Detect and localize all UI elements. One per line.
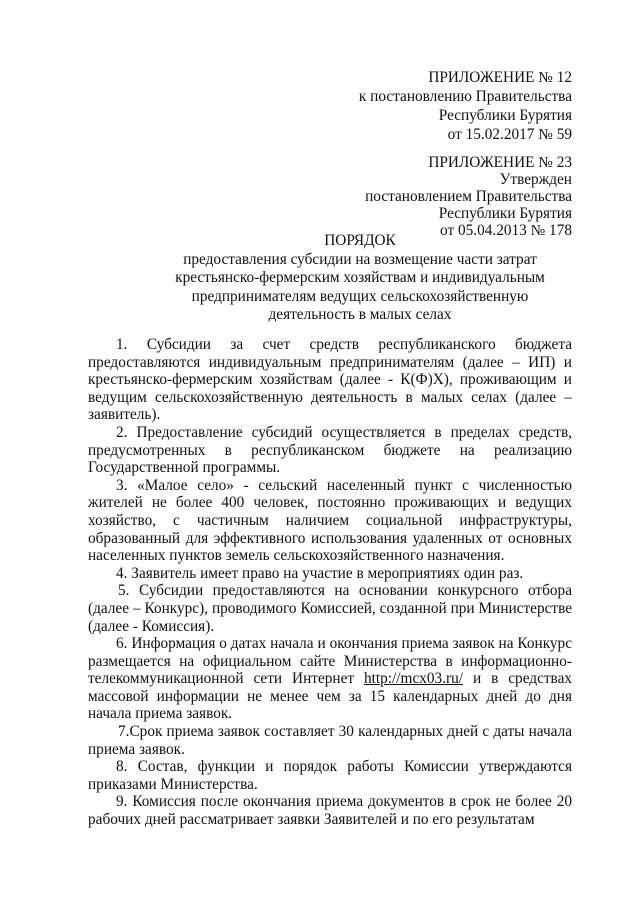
- paragraph-5: 5. Субсидии предоставляются на основании конкурсного отбора (далее – Конкурс), проводимого Комиссией, созданной при Министерстве (далее - Комиссия).: [88, 582, 572, 635]
- appendix-12-number: ПРИЛОЖЕНИЕ № 12: [428, 69, 572, 86]
- appendix-12-date: от 15.02.2017 № 59: [447, 126, 572, 143]
- subtitle-line-2: крестьянско-фермерским хозяйствам и индивидуальным: [175, 269, 545, 286]
- appendix-23-approved: Утвержден: [499, 171, 572, 188]
- paragraph-9: 9. Комиссия после окончания приема документов в срок не более 20 рабочих дней рассматривает заявки Заявителей и по его результатам: [88, 793, 572, 829]
- subtitle-line-1: предоставления субсидии на возмещение части затрат: [183, 250, 537, 268]
- paragraph-6: [88, 635, 572, 723]
- paragraph-3: 3. «Малое село» - сельский населенный пункт с численностью жителей не более 400 человек, постоянно проживающих и ведущих хозяйство, с частичным наличием социальной инфраструктуры, образованный для эффективного использования удаленных от основных населенных пунктов земель сельскохозяйственного назначения.: [88, 476, 572, 565]
- paragraph-7: 7.Срок приема заявок составляет 30 календарных дней с даты начала приема заявок.: [88, 723, 572, 758]
- appendix-12-republic: Республики Бурятия: [438, 107, 572, 124]
- document-title: ПОРЯДОК: [324, 232, 396, 249]
- paragraph-6-text-before: 6. Информация о датах начала и окончания приема заявок на Конкурс размещается на официальном сайте Министерства в информационно-телекоммуникационной сети Интернет: [88, 635, 572, 688]
- appendix-23-republic: Республики Бурятия: [438, 205, 572, 222]
- document-body: [88, 336, 572, 829]
- appendix-12-header: [359, 68, 572, 144]
- appendix-23-number: ПРИЛОЖЕНИЕ № 23: [428, 154, 572, 171]
- paragraph-8: 8. Состав, функции и порядок работы Комиссии утверждаются приказами Министерства.: [88, 758, 572, 793]
- appendix-23-date: от 05.04.2013 № 178: [440, 222, 572, 239]
- ministry-website-link[interactable]: http://mcx03.ru/: [364, 670, 464, 688]
- paragraph-2: 2. Предоставление субсидий осуществляется в пределах средств, предусмотренных в республиканском бюджете на реализацию Государственной программы.: [88, 423, 572, 477]
- appendix-23-reference: постановлением Правительства: [365, 188, 572, 205]
- subtitle-line-3: предпринимателям ведущих сельскохозяйственную: [191, 287, 529, 305]
- appendix-12-reference: к постановлению Правительства: [358, 88, 572, 105]
- document-title-block: [0, 232, 640, 325]
- paragraph-1: 1. Субсидии за счет средств республиканского бюджета предоставляются индивидуальным предпринимателям (далее – ИП) и крестьянско-фермерским хозяйствам (далее - К(Ф)Х), проживающим и ведущим сельскохозяйственную деятельность в малых селах (далее – заявитель).: [88, 336, 572, 424]
- appendix-23-header: [365, 154, 572, 239]
- subtitle-line-4: деятельность в малых селах: [268, 306, 452, 323]
- paragraph-4: 4. Заявитель имеет право на участие в мероприятиях один раз.: [116, 564, 524, 582]
- paragraph-6-text-after: и в средствах массовой информации не менее чем за 15 календарных дней до дня начала приема заявок.: [88, 670, 573, 723]
